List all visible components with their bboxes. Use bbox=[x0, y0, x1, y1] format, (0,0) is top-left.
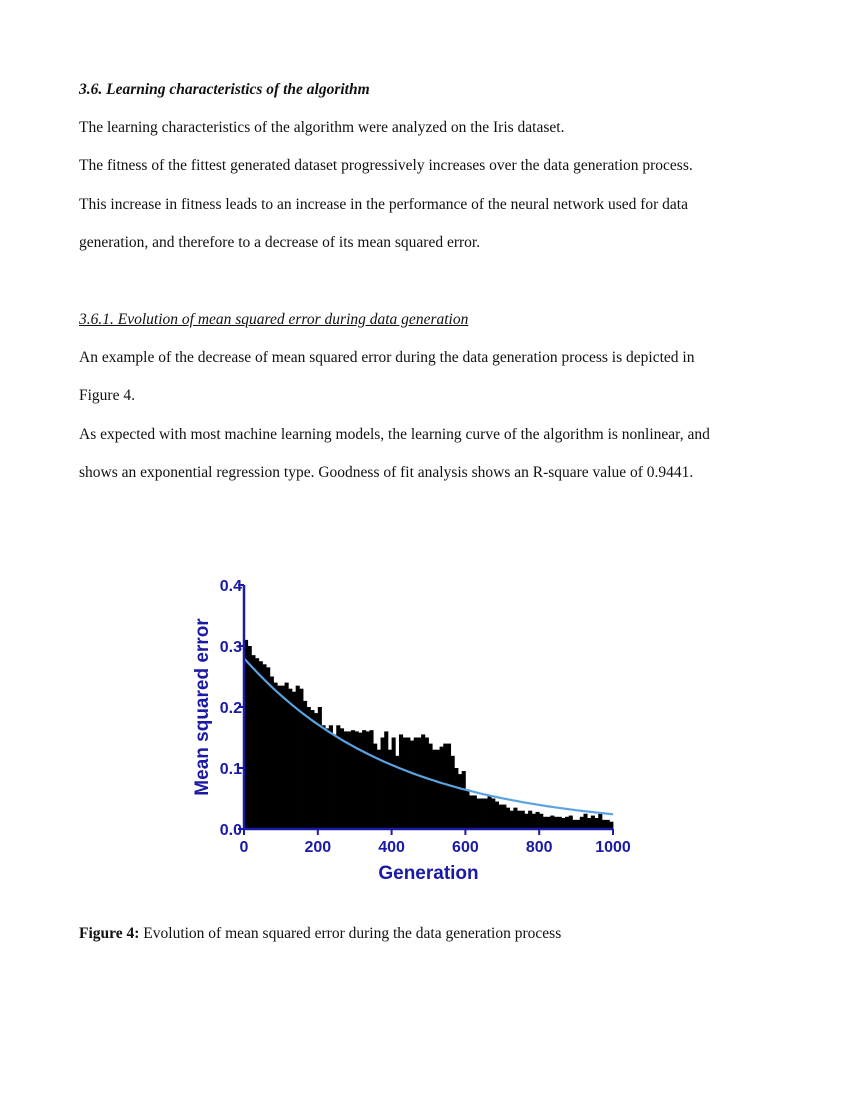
histogram-bar bbox=[565, 817, 569, 829]
histogram-bar bbox=[432, 750, 436, 829]
histogram-bar bbox=[580, 817, 584, 829]
y-tick-label: 0.2 bbox=[219, 700, 242, 717]
histogram-bar bbox=[421, 734, 425, 829]
histogram-bar bbox=[598, 814, 602, 829]
histogram-bar bbox=[381, 738, 385, 830]
paragraph-line: As expected with most machine learning models, the learning curve of the algorithm is nonlinear, and bbox=[79, 426, 710, 443]
paragraph-line: generation, and therefore to a decrease of its mean squared error. bbox=[79, 234, 481, 251]
paragraph-line: The fitness of the fittest generated dataset progressively increases over the data generation process. bbox=[79, 157, 693, 174]
histogram-bar bbox=[488, 795, 492, 829]
histogram-bar bbox=[576, 820, 580, 829]
paragraph-line: This increase in fitness leads to an increase in the performance of the neural network used for data bbox=[79, 196, 688, 213]
bar-series bbox=[244, 640, 613, 829]
histogram-bar bbox=[480, 799, 484, 830]
y-tick-label: 0.1 bbox=[219, 761, 242, 778]
histogram-bar bbox=[539, 814, 543, 829]
histogram-bar bbox=[543, 817, 547, 829]
histogram-bar bbox=[281, 686, 285, 829]
histogram-bar bbox=[277, 686, 281, 829]
histogram-bar bbox=[513, 808, 517, 829]
histogram-bar bbox=[307, 707, 311, 829]
histogram-bar bbox=[310, 710, 314, 829]
paragraph-line: shows an exponential regression type. Goodness of fit analysis shows an R-square value of 0.9441. bbox=[79, 464, 694, 481]
histogram-bar bbox=[248, 646, 252, 829]
histogram-bar bbox=[425, 738, 429, 830]
histogram-bar bbox=[274, 683, 278, 829]
histogram-bar bbox=[506, 808, 510, 829]
histogram-bar bbox=[366, 731, 370, 829]
histogram-bar bbox=[392, 738, 396, 830]
histogram-bar bbox=[329, 725, 333, 829]
y-tick-label: 0.4 bbox=[219, 578, 242, 595]
chart-svg bbox=[180, 560, 650, 890]
figure-chart bbox=[180, 560, 650, 890]
histogram-bar bbox=[528, 811, 532, 829]
x-tick-label: 0 bbox=[239, 839, 249, 856]
histogram-bar bbox=[406, 738, 410, 830]
paragraph-line: Figure 4. bbox=[79, 387, 135, 404]
histogram-bar bbox=[303, 701, 307, 829]
histogram-bar bbox=[344, 731, 348, 829]
histogram-bar bbox=[321, 725, 325, 829]
histogram-bar bbox=[569, 816, 573, 829]
histogram-bar bbox=[436, 750, 440, 829]
histogram-bar bbox=[462, 771, 466, 829]
histogram-bar bbox=[510, 811, 514, 829]
paragraph-line: An example of the decrease of mean squared error during the data generation process is depicted in bbox=[79, 349, 695, 366]
y-tick-label: 0.3 bbox=[219, 639, 242, 656]
histogram-bar bbox=[314, 713, 318, 829]
x-axis-label: Generation bbox=[378, 863, 479, 884]
histogram-bar bbox=[517, 811, 521, 829]
histogram-bar bbox=[554, 817, 558, 829]
histogram-bar bbox=[377, 750, 381, 829]
histogram-bar bbox=[266, 667, 270, 829]
histogram-bar bbox=[259, 661, 263, 829]
histogram-bar bbox=[536, 812, 540, 829]
histogram-bar bbox=[362, 730, 366, 829]
histogram-bar bbox=[251, 655, 255, 829]
histogram-bar bbox=[454, 768, 458, 829]
y-tick-label: 0.0 bbox=[219, 822, 242, 839]
x-tick-label: 1000 bbox=[595, 839, 631, 856]
histogram-bar bbox=[333, 734, 337, 829]
histogram-bar bbox=[403, 738, 407, 830]
histogram-bar bbox=[292, 692, 296, 829]
histogram-bar bbox=[465, 789, 469, 829]
histogram-bar bbox=[491, 799, 495, 830]
histogram-bar bbox=[502, 805, 506, 829]
histogram-bar bbox=[495, 802, 499, 829]
histogram-bar bbox=[521, 811, 525, 829]
histogram-bar bbox=[443, 744, 447, 829]
histogram-bar bbox=[473, 795, 477, 829]
histogram-bar bbox=[561, 818, 565, 829]
histogram-bar bbox=[550, 816, 554, 829]
histogram-bar bbox=[262, 664, 266, 829]
x-tick-label: 800 bbox=[525, 839, 553, 856]
histogram-bar bbox=[484, 799, 488, 830]
x-tick-label: 200 bbox=[304, 839, 332, 856]
histogram-bar bbox=[358, 733, 362, 829]
histogram-bar bbox=[532, 814, 536, 829]
histogram-bar bbox=[417, 738, 421, 830]
figure-caption bbox=[79, 924, 779, 944]
histogram-bar bbox=[288, 689, 292, 829]
histogram-bar bbox=[572, 820, 576, 829]
y-axis-label: Mean squared error bbox=[192, 618, 213, 796]
histogram-bar bbox=[547, 817, 551, 829]
x-tick-label: 600 bbox=[452, 839, 479, 856]
histogram-bar bbox=[325, 728, 329, 829]
histogram-bar bbox=[255, 658, 259, 829]
histogram-bar bbox=[602, 820, 606, 829]
paragraph-line: The learning characteristics of the algorithm were analyzed on the Iris dataset. bbox=[79, 119, 565, 136]
histogram-bar bbox=[476, 799, 480, 830]
histogram-bar bbox=[414, 738, 418, 830]
histogram-bar bbox=[399, 734, 403, 829]
histogram-bar bbox=[299, 689, 303, 829]
histogram-bar bbox=[336, 725, 340, 829]
histogram-bar bbox=[440, 747, 444, 829]
caption-text: Evolution of mean squared error during the data generation process bbox=[139, 925, 562, 942]
histogram-bar bbox=[606, 820, 610, 829]
histogram-bar bbox=[558, 817, 562, 829]
histogram-bar bbox=[591, 816, 595, 829]
caption-label: Figure 4: bbox=[79, 925, 140, 942]
x-tick-label: 400 bbox=[378, 839, 405, 856]
histogram-bar bbox=[583, 814, 587, 829]
histogram-bar bbox=[458, 774, 462, 829]
histogram-bar bbox=[340, 728, 344, 829]
section-heading: 3.6. Learning characteristics of the algorithm bbox=[79, 81, 370, 98]
histogram-bar bbox=[469, 795, 473, 829]
histogram-bar bbox=[388, 750, 392, 829]
histogram-bar bbox=[355, 731, 359, 829]
histogram-bar bbox=[429, 744, 433, 829]
histogram-bar bbox=[524, 814, 528, 829]
subsection-heading: 3.6.1. Evolution of mean squared error during data generation bbox=[79, 311, 469, 328]
histogram-bar bbox=[499, 805, 503, 829]
histogram-bar bbox=[451, 756, 455, 829]
histogram-bar bbox=[270, 677, 274, 830]
histogram-bar bbox=[285, 683, 289, 829]
histogram-bar bbox=[384, 731, 388, 829]
histogram-bar bbox=[369, 730, 373, 829]
histogram-bar bbox=[410, 741, 414, 829]
histogram-bar bbox=[595, 818, 599, 829]
histogram-bar bbox=[587, 818, 591, 829]
